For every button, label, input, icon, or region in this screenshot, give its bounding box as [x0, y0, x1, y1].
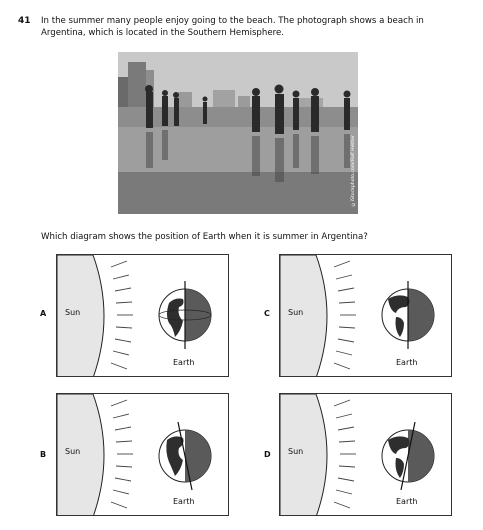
sun-label: Sun: [65, 447, 81, 456]
question-text: In the summer many people enjoy going to the beach. The photograph shows a beach in Argentina, which is located in the Southern Hemisphere.: [41, 16, 424, 38]
earth-label: Earth: [396, 497, 418, 506]
beach-photograph: [118, 52, 358, 214]
option-b-sun-earth-diagram: [57, 394, 229, 516]
option-a-sun-earth-diagram: [57, 255, 229, 377]
option-b-letter: B: [40, 450, 47, 459]
option-a-diagram[interactable]: [56, 254, 229, 377]
question-number: 41: [18, 16, 31, 26]
option-c-sun-earth-diagram: [280, 255, 452, 377]
earth-label: Earth: [396, 358, 418, 367]
sun-label: Sun: [288, 308, 304, 317]
earth-label: Earth: [173, 358, 195, 367]
option-b-diagram[interactable]: [56, 393, 229, 516]
earth-label: Earth: [173, 497, 195, 506]
option-d-sun-earth-diagram: [280, 394, 452, 516]
option-d-letter: D: [264, 450, 271, 459]
sun-label: Sun: [288, 447, 304, 456]
option-a-letter: A: [40, 309, 47, 318]
photo-credit: ©iStockphoto.com/Ralf Hettler: [351, 134, 356, 206]
beach-scene-image: [118, 52, 358, 214]
option-d-diagram[interactable]: [279, 393, 452, 516]
subquestion-text: Which diagram shows the position of Earth when it is summer in Argentina?: [41, 232, 368, 242]
option-c-diagram[interactable]: [279, 254, 452, 377]
sun-label: Sun: [65, 308, 81, 317]
option-c-letter: C: [264, 309, 270, 318]
